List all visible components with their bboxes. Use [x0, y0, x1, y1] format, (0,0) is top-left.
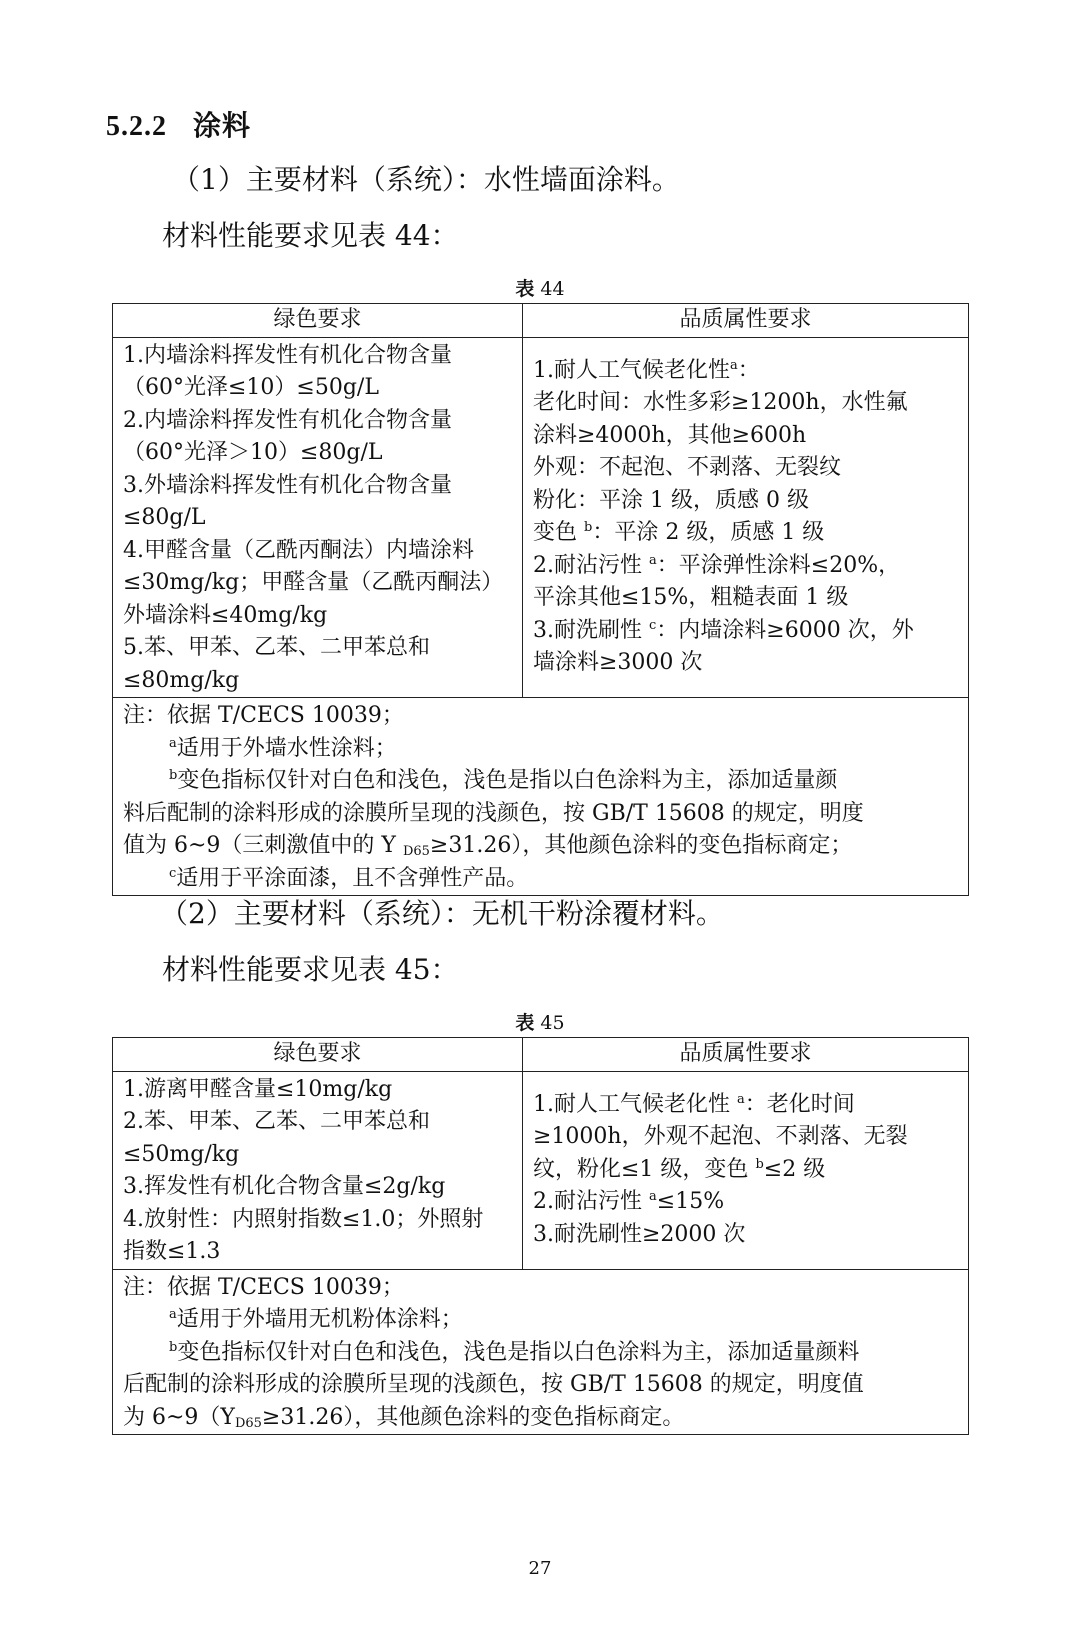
table44-green-line: 3.外墙涂料挥发性有机化合物含量 [123, 472, 452, 498]
table45-note-row [113, 1269, 969, 1435]
section-heading [106, 104, 251, 144]
table44-note-a: $^a$适用于外墙水性涂料； [169, 735, 397, 761]
table45-quality-line: 1.耐人工气候老化性 $^a$：老化时间 [533, 1091, 855, 1117]
table44-caption-number: 44 [540, 278, 565, 300]
table44-quality-line: 外观：不起泡、不剥落、无裂纹 [533, 455, 842, 481]
table44-quality-requirements [523, 337, 969, 698]
table45-header-row [113, 1038, 969, 1072]
table44-header-row [113, 304, 969, 338]
table44-green-line: ≤30mg/kg；甲醛含量（乙酰丙酮法） [123, 570, 504, 595]
table-44 [112, 303, 969, 896]
table45-note-a: $^a$适用于外墙用无机粉体涂料； [169, 1307, 463, 1332]
table45-note-b-cont: 后配制的涂料形成的涂膜所呈现的浅颜色，按 GB/T 15608 的规定，明度值 [123, 1372, 864, 1397]
table44-green-line: 4.甲醛含量（乙酰丙酮法）内墙涂料 [123, 537, 474, 563]
table44-note-b: $^b$变色指标仅针对白色和浅色，浅色是指以白色涂料为主，添加适量颜 [169, 768, 838, 793]
table44-green-line: ≤80g/L [123, 505, 206, 530]
table44-note-b-cont: 值为 6~9（三刺激值中的 Y $_{D65}$≥31.26），其他颜色涂料的变色指标商定； [123, 833, 853, 859]
table44-header-green: 绿色要求 [113, 304, 523, 338]
table44-caption [0, 274, 1080, 301]
table45-header-quality: 品质属性要求 [523, 1038, 969, 1072]
table44-green-line: 1.内墙涂料挥发性有机化合物含量 [123, 342, 452, 368]
table45-quality-line: 3.耐洗刷性≥2000 次 [533, 1221, 746, 1247]
table45-green-line: 3.挥发性有机化合物含量≤2g/kg [123, 1174, 446, 1199]
table44-body-row [113, 337, 969, 698]
table44-note-row [113, 698, 969, 896]
table44-caption-label: 表 [515, 278, 535, 300]
section-number: 5.2.2 [106, 111, 167, 142]
table44-quality-line: 1.耐人工气候老化性$^a$： [533, 357, 760, 383]
table44-note-b-cont: 料后配制的涂料形成的涂膜所呈现的浅颜色，按 GB/T 15608 的规定，明度 [123, 800, 864, 826]
table45-header-green: 绿色要求 [113, 1038, 523, 1072]
table44-quality-line: 墙涂料≥3000 次 [533, 650, 703, 676]
table45-green-line: 1.游离甲醛含量≤10mg/kg [123, 1076, 393, 1102]
table45-note-b-cont: 为 $6\sim 9(Y_{D65}\ge 31.26)$，其他颜色涂料的变色指标商定。 [123, 1404, 685, 1431]
table44-green-line: 5.苯、甲苯、乙苯、二甲苯总和 [123, 635, 430, 660]
paragraph-table45-ref: 材料性能要求见表 45： [162, 953, 459, 986]
table45-green-line: 2.苯、甲苯、乙苯、二甲苯总和 [123, 1109, 430, 1134]
table45-note-basis: 注：依据 T/CECS 10039； [123, 1274, 404, 1300]
page-number: 27 [528, 1558, 552, 1579]
table45-quality-line: 纹，粉化≤1 级，变色 $^b$≤2 级 [533, 1156, 826, 1182]
table44-quality-line: 2.耐沾污性 $^a$：平涂弹性涂料≤20%， [533, 552, 901, 578]
table45-body-row [113, 1071, 969, 1269]
table45-note [113, 1269, 969, 1435]
table44-note [113, 698, 969, 896]
table44-green-line: （60°光泽＞10）≤80g/L [123, 440, 383, 465]
table44-quality-line: 老化时间：水性多彩≥1200h，水性氟 [533, 390, 908, 416]
table45-green-line: ≤50mg/kg [123, 1141, 240, 1167]
table44-quality-line: 涂料≥4000h，其他≥600h [533, 422, 807, 448]
table44-green-line: （60°光泽≤10）≤50g/L [123, 375, 379, 400]
table44-quality-line: 平涂其他≤15%，粗糙表面 1 级 [533, 585, 849, 611]
table44-green-line: 2.内墙涂料挥发性有机化合物含量 [123, 407, 452, 433]
table45-green-line: 4.放射性：内照射指数≤1.0；外照射 [123, 1206, 484, 1232]
table44-green-requirements [113, 337, 523, 698]
table45-quality-requirements [523, 1071, 969, 1269]
table45-caption-label: 表 [515, 1012, 535, 1034]
table45-quality-line: ≥1000h，外观不起泡、不剥落、无裂 [533, 1124, 908, 1150]
table44-green-line: ≤80mg/kg [123, 667, 240, 693]
table45-note-b: $^b$变色指标仅针对白色和浅色，浅色是指以白色涂料为主，添加适量颜料 [169, 1339, 860, 1365]
table-45 [112, 1037, 969, 1435]
table44-green-line: 外墙涂料≤40mg/kg [123, 602, 328, 628]
paragraph-material-2: （2）主要材料（系统）：无机干粉涂覆材料。 [160, 897, 724, 930]
paragraph-table44-ref: 材料性能要求见表 44： [162, 219, 459, 252]
table45-green-requirements [113, 1071, 523, 1269]
table45-green-line: 指数≤1.3 [123, 1239, 221, 1264]
table44-quality-line: 粉化：平涂 1 级，质感 0 级 [533, 487, 809, 513]
table45-caption [0, 1008, 1080, 1035]
table45-caption-number: 45 [540, 1012, 565, 1034]
table44-note-c: $^c$适用于平涂面漆，且不含弹性产品。 [169, 865, 529, 891]
table44-quality-line: 变色 $^b$：平涂 2 级，质感 1 级 [533, 520, 825, 546]
table45-quality-line: 2.耐沾污性 $^a$≤15% [533, 1189, 725, 1215]
table44-header-quality: 品质属性要求 [523, 304, 969, 338]
section-title: 涂料 [193, 109, 252, 142]
table44-quality-line: 3.耐洗刷性 $^c$：内墙涂料≥6000 次，外 [533, 617, 914, 643]
paragraph-material-1: （1）主要材料（系统）：水性墙面涂料。 [172, 163, 680, 196]
table44-note-basis: 注：依据 T/CECS 10039； [123, 703, 404, 728]
